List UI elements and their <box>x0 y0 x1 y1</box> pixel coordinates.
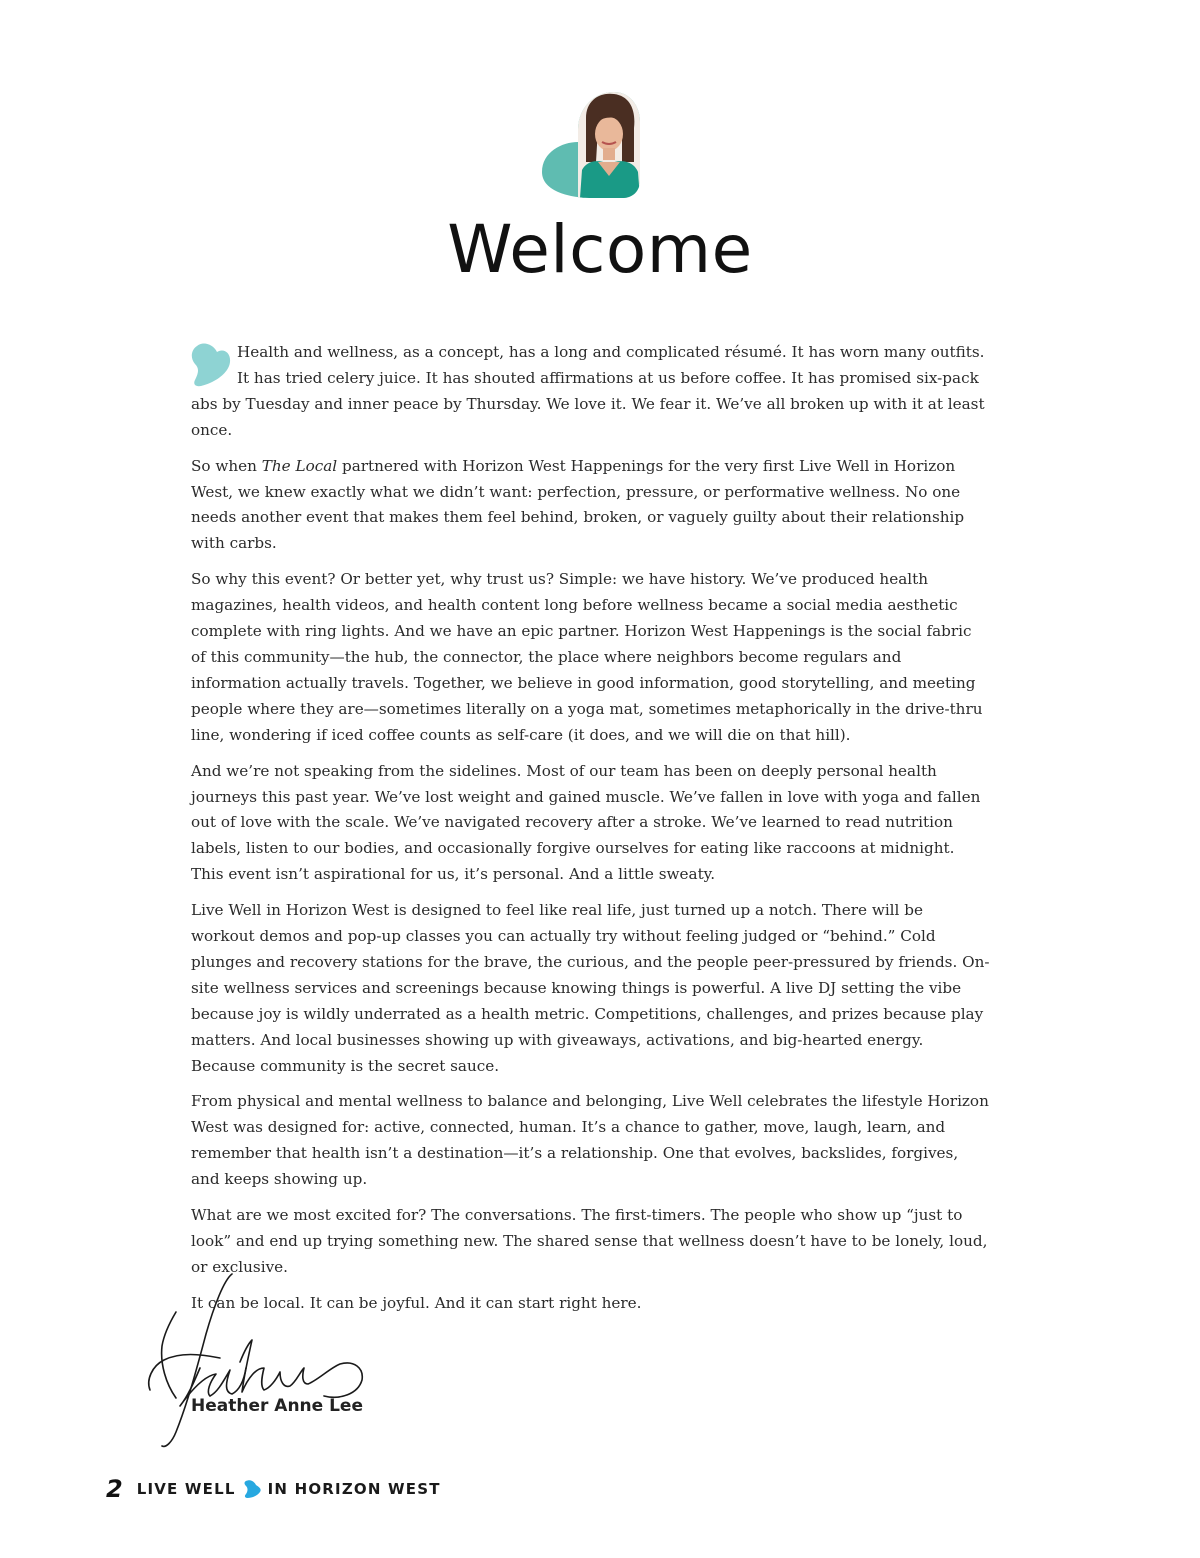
paragraph-4: And we’re not speaking from the sidelines. Most of our team has been on deeply personal health journeys this past year. We’ve lost weight and gained muscle. We’ve fallen in love with yoga and fallen out of love with the scale. We’ve navigated recovery after a stroke. We’ve learned to read nutrition labels, listen to our bodies, and occasionally forgive ourselves for eating like raccoons at midnight. This event isn’t aspirational for us, it’s personal. And a little sweaty. <box>191 761 981 884</box>
footer-brand-left: LIVE WELL <box>136 1480 236 1498</box>
paragraph-2: So when The Local partnered with Horizon West Happenings for the very first Live Well in Horizon West, we knew exactly what we didn’t want: perfection, pressure, or performative wellness. No one needs another event that makes them feel behind, broken, or vaguely guilty about their relationship with carbs. <box>191 456 965 553</box>
signer-name: Heather Anne Lee <box>191 1396 363 1416</box>
page-footer <box>106 1474 441 1504</box>
paragraph-1 <box>191 340 991 444</box>
paragraph-7: What are we most excited for? The conversations. The first-timers. The people who show up “just to look” and end up trying something new. The shared sense that wellness doesn’t have to be lonely, loud, or exclusive. <box>191 1206 988 1276</box>
paragraph-8: It can be local. It can be joyful. And it can start right here. <box>191 1293 642 1312</box>
paragraph-6: From physical and mental wellness to balance and belonging, Live Well celebrates the lifestyle Horizon West was designed for: active, connected, human. It’s a chance to gather, move, laugh, learn, and remember that health isn’t a destination—it’s a relationship. One that evolves, backslides, forgives, and keeps showing up. <box>191 1092 989 1189</box>
publication-name: The Local <box>261 456 338 475</box>
heart-arrow-icon <box>244 1479 262 1499</box>
page-title: Welcome <box>447 211 753 288</box>
letter-body <box>191 340 991 1327</box>
handwritten-signature <box>140 1272 370 1450</box>
paragraph-1-text: Health and wellness, as a concept, has a long and complicated résumé. It has worn many outfits. It has tried celery juice. It has shouted affirmations at us before coffee. It has promised six-pack abs by Tuesday and inner peace by Thursday. We love it. We fear it. We’ve all broken up with it at least once. <box>191 343 985 439</box>
paragraph-3: So why this event? Or better yet, why trust us? Simple: we have history. We’ve produced health magazines, health videos, and health content long before wellness became a social media aesthetic complete with ring lights. And we have an epic partner. Horizon West Happenings is the social fabric of this community—the hub, the connector, the place where neighbors become regulars and information actually travels. Together, we believe in good information, good storytelling, and meeting people where they are—sometimes literally on a yoga mat, sometimes metaphorically in the drive-thru line, wondering if iced coffee counts as self-care (it does, and we will die on that hill). <box>191 570 983 744</box>
paragraph-5: Live Well in Horizon West is designed to feel like real life, just turned up a notch. There will be workout demos and pop-up classes you can actually try without feeling judged or “behind.” Cold plunges and recovery stations for the brave, the curious, and the people peer-pressured by friends. On-site wellness services and screenings because knowing things is powerful. A live DJ setting the vibe because joy is wildly underrated as a health metric. Competitions, challenges, and prizes because play matters. And local businesses showing up with giveaways, activations, and big-hearted energy. Because community is the secret sauce. <box>191 901 990 1075</box>
page-number: 2 <box>106 1475 123 1503</box>
author-portrait <box>542 92 640 198</box>
footer-brand-right: IN HORIZON WEST <box>267 1480 441 1498</box>
heart-icon <box>191 342 231 388</box>
